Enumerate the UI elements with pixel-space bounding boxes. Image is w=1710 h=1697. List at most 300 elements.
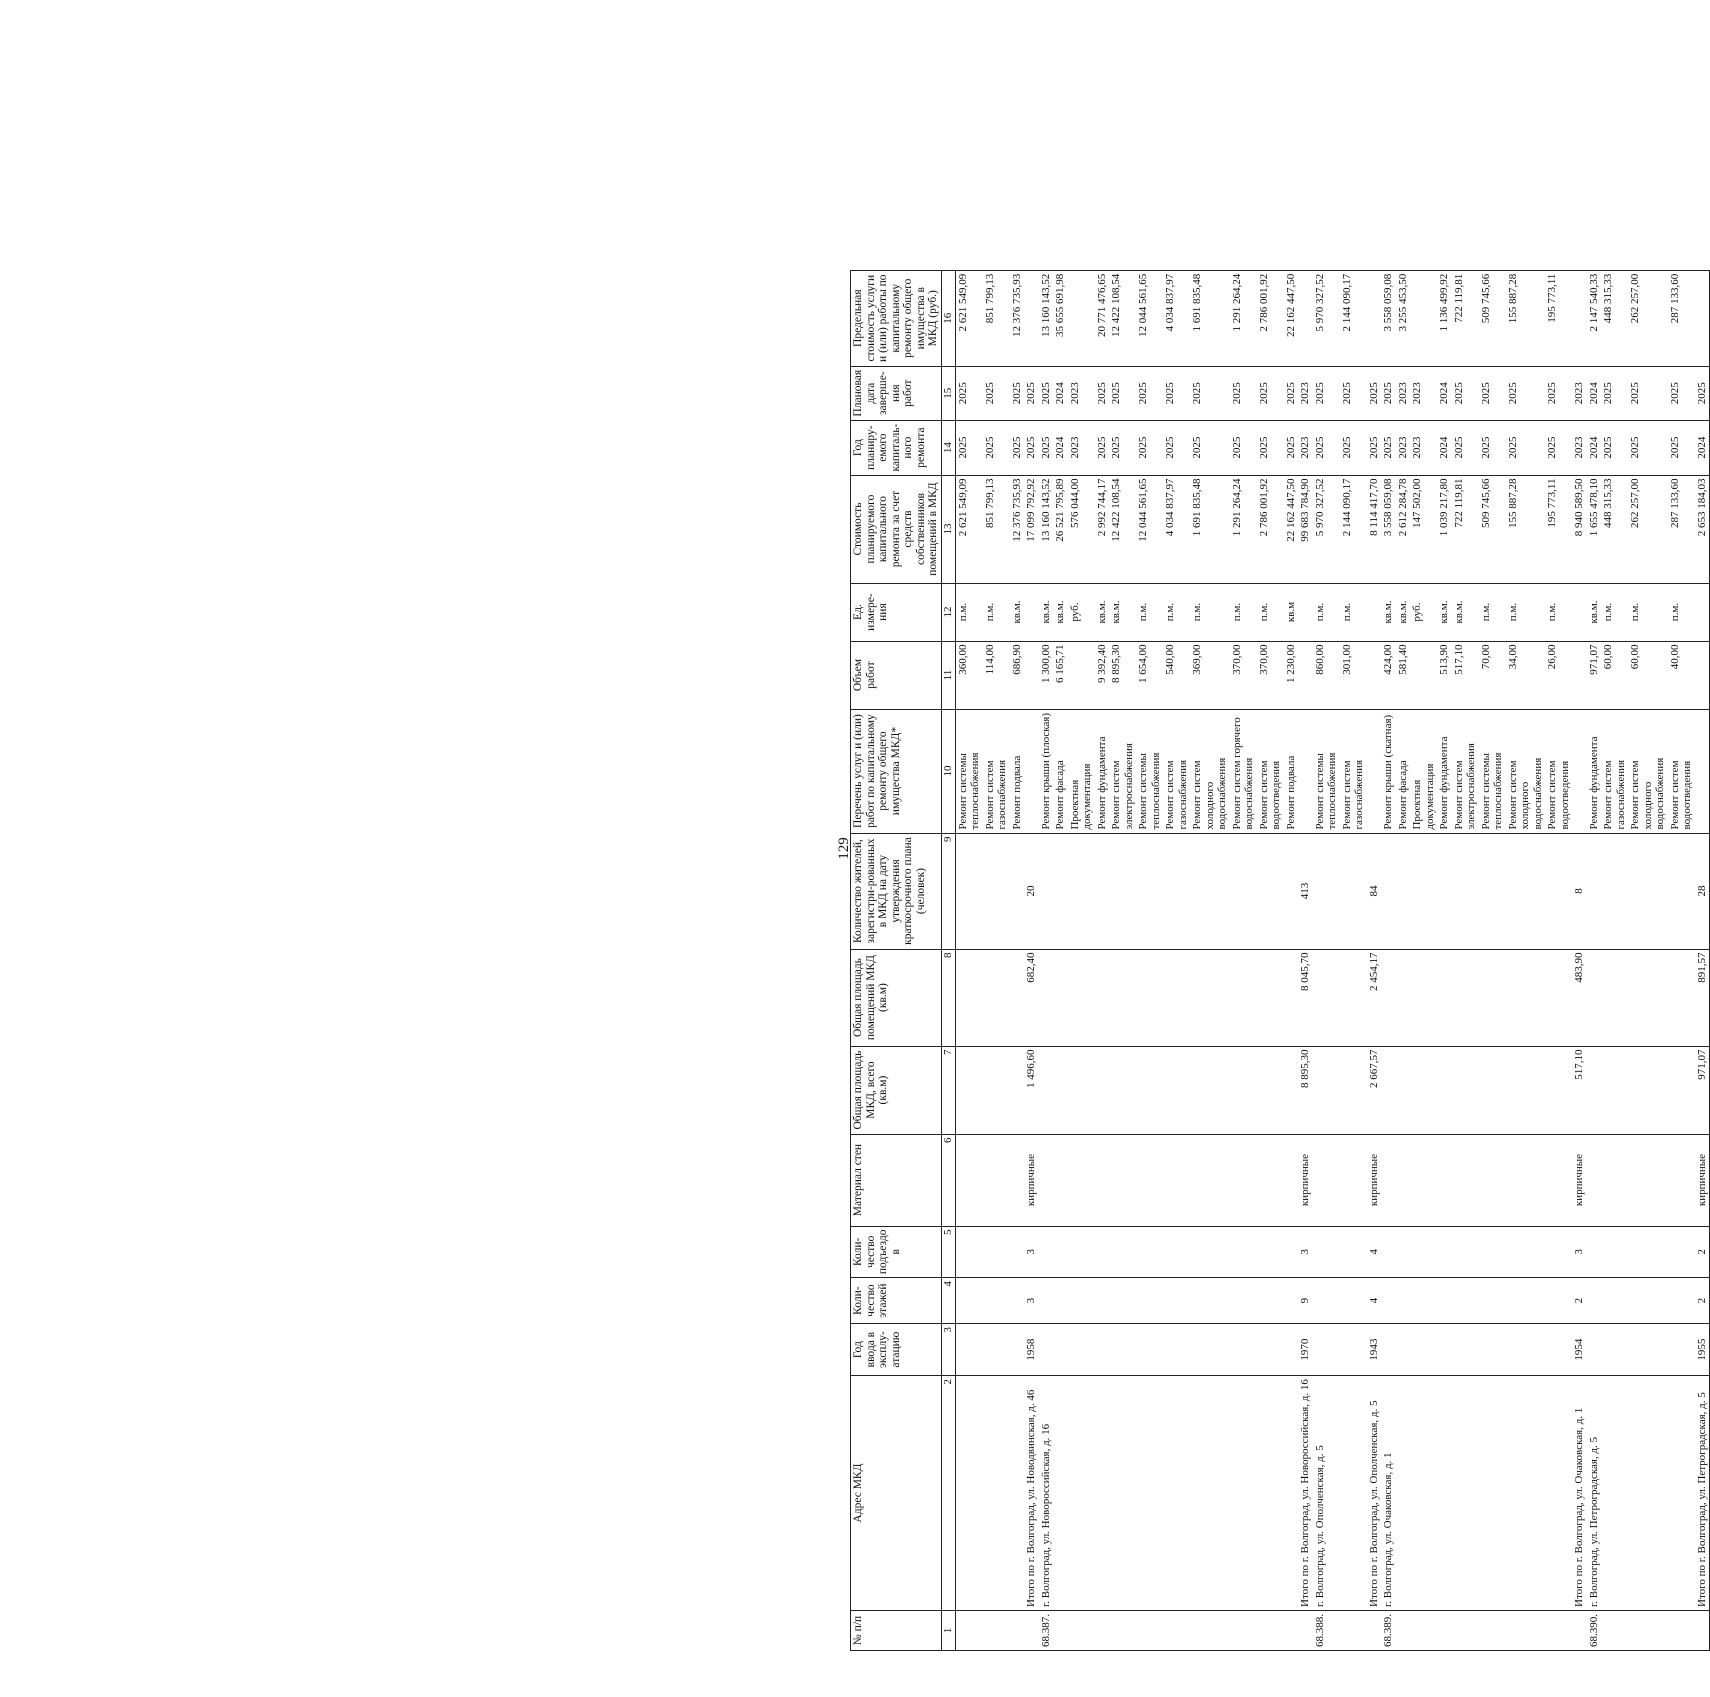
empty-cell xyxy=(1437,833,1452,949)
column-number: 10 xyxy=(941,709,955,833)
year-plan-cell: 2025 xyxy=(1340,420,1367,475)
cost-cell: 1 291 264,24 xyxy=(1230,475,1257,583)
unit-cell: кв.м. xyxy=(1109,583,1136,641)
residents-cell: 8 xyxy=(1572,833,1587,949)
volume-cell: 424,00 xyxy=(1381,641,1396,709)
year-plan-cell: 2025 xyxy=(1367,420,1382,475)
empty-cell xyxy=(1545,1278,1572,1324)
header-cell: Перечень услуг и (или) работ по капитальному ремонту общего имущества МКД* xyxy=(851,709,942,833)
cost-cell: 155 887,28 xyxy=(1506,475,1546,583)
date-plan-cell: 2025 xyxy=(1136,366,1163,420)
empty-cell xyxy=(1284,1324,1299,1376)
year-plan-cell: 2023 xyxy=(1410,420,1437,475)
work-name-cell: Ремонт фундамента xyxy=(1437,709,1452,833)
volume-cell: 540,00 xyxy=(1163,641,1190,709)
column-number: 8 xyxy=(941,949,955,1046)
limit-cost-cell: 851 799,13 xyxy=(983,270,1010,366)
row-number-cell xyxy=(1396,1611,1411,1651)
empty-cell xyxy=(1230,1324,1257,1376)
empty-cell xyxy=(1695,709,1710,833)
empty-cell xyxy=(1545,1046,1572,1134)
unit-cell: п.м. xyxy=(1601,583,1628,641)
empty-cell xyxy=(1668,1278,1695,1324)
empty-cell xyxy=(1257,1324,1284,1376)
wall-material-cell: кирпичные xyxy=(1695,1134,1710,1226)
column-number: 9 xyxy=(941,833,955,949)
empty-cell xyxy=(1284,1278,1299,1324)
rooms-area-cell: 8 045,70 xyxy=(1298,949,1313,1046)
empty-cell xyxy=(1572,270,1587,366)
date-plan-cell: 2025 xyxy=(1163,366,1190,420)
date-plan-cell: 2025 xyxy=(983,366,1010,420)
year-plan-cell: 2025 xyxy=(1010,420,1025,475)
total-area-cell: 517,10 xyxy=(1572,1046,1587,1134)
empty-cell xyxy=(1190,1226,1230,1278)
cost-cell: 509 745,66 xyxy=(1479,475,1506,583)
empty-cell xyxy=(1695,641,1710,709)
table-row xyxy=(1190,270,1230,1650)
row-number-cell xyxy=(1668,1611,1695,1651)
cost-cell: 1 655 478,10 xyxy=(1587,475,1602,583)
rooms-area-cell: 483,90 xyxy=(1572,949,1587,1046)
empty-cell xyxy=(1068,1046,1095,1134)
empty-cell xyxy=(1452,1226,1479,1278)
empty-cell xyxy=(1109,1134,1136,1226)
limit-cost-cell: 3 558 059,08 xyxy=(1381,270,1396,366)
unit-cell: п.м. xyxy=(1506,583,1546,641)
empty-cell xyxy=(1452,833,1479,949)
empty-cell xyxy=(1340,1134,1367,1226)
empty-cell xyxy=(1410,833,1437,949)
volume-cell: 40,00 xyxy=(1668,641,1695,709)
date-plan-cell: 2023 xyxy=(1298,366,1313,420)
address-cell xyxy=(1396,1376,1411,1611)
empty-cell xyxy=(1230,833,1257,949)
cost-cell: 2 144 090,17 xyxy=(1340,475,1367,583)
empty-cell xyxy=(1190,1134,1230,1226)
work-name-cell: Ремонт систем газоснабжения xyxy=(1163,709,1190,833)
cost-cell: 2 786 001,92 xyxy=(1257,475,1284,583)
row-number-cell: 68.387. xyxy=(1039,1611,1054,1651)
empty-cell xyxy=(1257,1134,1284,1226)
row-number-cell xyxy=(1410,1611,1437,1651)
empty-cell xyxy=(1506,1134,1546,1226)
empty-cell xyxy=(1068,1134,1095,1226)
limit-cost-cell: 1 691 835,48 xyxy=(1190,270,1230,366)
volume-cell: 686,90 xyxy=(1010,641,1025,709)
empty-cell xyxy=(1452,1134,1479,1226)
empty-cell xyxy=(1396,949,1411,1046)
date-plan-cell: 2025 xyxy=(1695,366,1710,420)
limit-cost-cell: 1 291 264,24 xyxy=(1230,270,1257,366)
unit-cell: кв.м. xyxy=(1437,583,1452,641)
table-row xyxy=(983,270,1010,1650)
header-cell: Стоимость планируемого капитального ремонта за счет средств собственников помещений в МКД xyxy=(851,475,942,583)
empty-cell xyxy=(1572,641,1587,709)
row-number-cell xyxy=(1053,1611,1068,1651)
header-cell: Материал стен xyxy=(851,1134,942,1226)
empty-cell xyxy=(1668,1046,1695,1134)
row-number-cell xyxy=(1506,1611,1546,1651)
total-cost-cell: 8 940 589,50 xyxy=(1572,475,1587,583)
row-number-cell xyxy=(1695,1611,1710,1651)
row-number-cell: 68.390. xyxy=(1587,1611,1602,1651)
limit-cost-cell: 262 257,00 xyxy=(1628,270,1668,366)
address-cell xyxy=(1136,1376,1163,1611)
empty-cell xyxy=(1313,1134,1340,1226)
table-row xyxy=(1437,270,1452,1650)
empty-cell xyxy=(1136,833,1163,949)
work-name-cell: Ремонт систем электроснабжения xyxy=(1109,709,1136,833)
volume-cell: 369,00 xyxy=(1190,641,1230,709)
wall-material-cell: кирпичные xyxy=(1024,1134,1039,1226)
year-plan-cell: 2025 xyxy=(983,420,1010,475)
itogo-address-cell: Итого по г. Волгоград, ул. Новодвинская, д. 46 xyxy=(1024,1376,1039,1611)
empty-cell xyxy=(1095,949,1110,1046)
unit-cell: п.м. xyxy=(1230,583,1257,641)
empty-cell xyxy=(1230,1278,1257,1324)
year-plan-cell: 2025 xyxy=(1545,420,1572,475)
cost-cell: 2 612 284,78 xyxy=(1396,475,1411,583)
date-plan-cell: 2025 xyxy=(1039,366,1054,420)
itogo-address-cell: Итого по г. Волгоград, ул. Ополченская, д. 5 xyxy=(1367,1376,1382,1611)
unit-cell: п.м. xyxy=(1163,583,1190,641)
cost-cell: 2 621 549,09 xyxy=(955,475,983,583)
column-number: 16 xyxy=(941,270,955,366)
empty-cell xyxy=(1068,833,1095,949)
volume-cell: 26,00 xyxy=(1545,641,1572,709)
empty-cell xyxy=(983,1324,1010,1376)
empty-cell xyxy=(1695,583,1710,641)
floors-cell: 2 xyxy=(1695,1278,1710,1324)
empty-cell xyxy=(1039,1278,1054,1324)
table-row xyxy=(1053,270,1068,1650)
empty-cell xyxy=(1381,833,1396,949)
empty-cell xyxy=(1163,1226,1190,1278)
empty-cell xyxy=(1257,1046,1284,1134)
empty-cell xyxy=(1506,1324,1546,1376)
year-plan-cell: 2025 xyxy=(1381,420,1396,475)
volume-cell: 9 392,40 xyxy=(1095,641,1110,709)
empty-cell xyxy=(983,1278,1010,1324)
empty-cell xyxy=(1039,1046,1054,1134)
limit-cost-cell: 195 773,11 xyxy=(1545,270,1572,366)
address-cell xyxy=(983,1376,1010,1611)
row-number-cell xyxy=(1284,1611,1299,1651)
table-row xyxy=(1095,270,1110,1650)
column-number: 2 xyxy=(941,1376,955,1611)
year-plan-cell: 2025 xyxy=(1039,420,1054,475)
empty-cell xyxy=(1024,583,1039,641)
empty-cell xyxy=(1601,949,1628,1046)
date-plan-cell: 2025 xyxy=(1506,366,1546,420)
empty-cell xyxy=(955,1134,983,1226)
year-plan-cell: 2025 xyxy=(1109,420,1136,475)
table-row xyxy=(1039,270,1054,1650)
address-cell xyxy=(1010,1376,1025,1611)
empty-cell xyxy=(1396,1278,1411,1324)
cost-cell: 12 376 735,93 xyxy=(1010,475,1025,583)
cost-cell: 4 034 837,97 xyxy=(1163,475,1190,583)
unit-cell: п.м. xyxy=(1190,583,1230,641)
empty-cell xyxy=(1545,1324,1572,1376)
cost-cell: 722 119,81 xyxy=(1452,475,1479,583)
empty-cell xyxy=(1367,270,1382,366)
work-name-cell: Проектная документация xyxy=(1068,709,1095,833)
address-cell xyxy=(1479,1376,1506,1611)
header-cell: Год планиру-емого капиталь-ного ремонта xyxy=(851,420,942,475)
year-plan-cell: 2025 xyxy=(1095,420,1110,475)
year-plan-cell: 2024 xyxy=(1695,420,1710,475)
limit-cost-cell xyxy=(1068,270,1095,366)
work-name-cell: Ремонт систем водоотведения xyxy=(1257,709,1284,833)
empty-cell xyxy=(1313,1226,1340,1278)
empty-cell xyxy=(1039,1134,1054,1226)
table-row xyxy=(1601,270,1628,1650)
table-row xyxy=(1668,270,1695,1650)
address-cell xyxy=(1257,1376,1284,1611)
residents-cell: 413 xyxy=(1298,833,1313,949)
empty-cell xyxy=(1479,1226,1506,1278)
empty-cell xyxy=(1298,270,1313,366)
address-cell xyxy=(1452,1376,1479,1611)
year-plan-cell: 2025 xyxy=(955,420,983,475)
column-number: 5 xyxy=(941,1226,955,1278)
unit-cell: п.м. xyxy=(955,583,983,641)
empty-cell xyxy=(1095,833,1110,949)
volume-cell: 60,00 xyxy=(1601,641,1628,709)
empty-cell xyxy=(1668,949,1695,1046)
cost-cell: 195 773,11 xyxy=(1545,475,1572,583)
empty-cell xyxy=(1479,1278,1506,1324)
empty-cell xyxy=(1381,1324,1396,1376)
cost-cell: 851 799,13 xyxy=(983,475,1010,583)
table-row xyxy=(1340,270,1367,1650)
work-name-cell: Ремонт крыши (плоская) xyxy=(1039,709,1054,833)
table-body xyxy=(955,270,1710,1650)
empty-cell xyxy=(1437,1134,1452,1226)
header-cell: Общая площадь помещений МКД (кв.м) xyxy=(851,949,942,1046)
address-cell: г. Волгоград, ул. Очаковская, д. 1 xyxy=(1381,1376,1396,1611)
date-plan-cell: 2024 xyxy=(1053,366,1068,420)
work-name-cell: Ремонт фундамента xyxy=(1587,709,1602,833)
cost-cell: 287 133,60 xyxy=(1668,475,1695,583)
work-name-cell: Ремонт фасада xyxy=(1396,709,1411,833)
empty-cell xyxy=(983,833,1010,949)
unit-cell: п.м. xyxy=(1136,583,1163,641)
address-cell: г. Волгоград, ул. Новороссийская, д. 16 xyxy=(1039,1376,1054,1611)
empty-cell xyxy=(1136,1134,1163,1226)
row-number-cell: 68.389. xyxy=(1381,1611,1396,1651)
table-row xyxy=(1396,270,1411,1650)
entrances-cell: 2 xyxy=(1695,1226,1710,1278)
row-number-cell xyxy=(983,1611,1010,1651)
table-row xyxy=(1381,270,1396,1650)
table-row xyxy=(1109,270,1136,1650)
empty-cell xyxy=(1587,1278,1602,1324)
limit-cost-cell: 12 422 108,54 xyxy=(1109,270,1136,366)
empty-cell xyxy=(1068,1226,1095,1278)
date-plan-cell: 2025 xyxy=(1340,366,1367,420)
address-cell: г. Волгоград, ул. Петроградская, д. 5 xyxy=(1587,1376,1602,1611)
empty-cell xyxy=(1163,1046,1190,1134)
volume-cell: 860,00 xyxy=(1313,641,1340,709)
empty-cell xyxy=(1109,1324,1136,1376)
total-cost-cell: 2 653 184,03 xyxy=(1695,475,1710,583)
year-plan-cell: 2024 xyxy=(1053,420,1068,475)
work-name-cell: Ремонт систем газоснабжения xyxy=(1340,709,1367,833)
empty-cell xyxy=(1572,709,1587,833)
column-number: 6 xyxy=(941,1134,955,1226)
row-number-cell xyxy=(1257,1611,1284,1651)
year-plan-cell: 2025 xyxy=(1668,420,1695,475)
empty-cell xyxy=(1695,270,1710,366)
empty-cell xyxy=(1410,1226,1437,1278)
empty-cell xyxy=(1587,949,1602,1046)
empty-cell xyxy=(1452,949,1479,1046)
empty-cell xyxy=(1010,949,1025,1046)
column-number: 15 xyxy=(941,366,955,420)
empty-cell xyxy=(1190,949,1230,1046)
address-cell xyxy=(1284,1376,1299,1611)
empty-cell xyxy=(1628,1226,1668,1278)
address-cell xyxy=(1506,1376,1546,1611)
limit-cost-cell: 35 655 691,98 xyxy=(1053,270,1068,366)
itogo-row xyxy=(1024,270,1039,1650)
empty-cell xyxy=(1284,1134,1299,1226)
floors-cell: 4 xyxy=(1367,1278,1382,1324)
empty-cell xyxy=(1313,1046,1340,1134)
date-plan-cell: 2023 xyxy=(1068,366,1095,420)
empty-cell xyxy=(1190,1278,1230,1324)
year-plan-cell: 2025 xyxy=(1506,420,1546,475)
date-plan-cell: 2025 xyxy=(1545,366,1572,420)
row-number-cell xyxy=(1437,1611,1452,1651)
year-plan-cell: 2025 xyxy=(1230,420,1257,475)
empty-cell xyxy=(1010,1226,1025,1278)
total-area-cell: 1 496,60 xyxy=(1024,1046,1039,1134)
empty-cell xyxy=(1095,1134,1110,1226)
empty-cell xyxy=(1381,1134,1396,1226)
date-plan-cell: 2023 xyxy=(1572,366,1587,420)
empty-cell xyxy=(1053,1278,1068,1324)
volume-cell: 34,00 xyxy=(1506,641,1546,709)
empty-cell xyxy=(1367,583,1382,641)
address-cell xyxy=(1668,1376,1695,1611)
unit-cell: кв.м. xyxy=(1053,583,1068,641)
empty-cell xyxy=(1340,949,1367,1046)
year-plan-cell: 2025 xyxy=(1136,420,1163,475)
date-plan-cell: 2025 xyxy=(1668,366,1695,420)
header-cell: Коли-чество подъездо в xyxy=(851,1226,942,1278)
table-row xyxy=(1587,270,1602,1650)
empty-cell xyxy=(1024,641,1039,709)
empty-cell xyxy=(1313,949,1340,1046)
address-cell xyxy=(1053,1376,1068,1611)
empty-cell xyxy=(1284,949,1299,1046)
year-plan-cell: 2024 xyxy=(1437,420,1452,475)
address-cell xyxy=(1437,1376,1452,1611)
empty-cell xyxy=(1668,1226,1695,1278)
row-number-cell xyxy=(1452,1611,1479,1651)
empty-cell xyxy=(1340,833,1367,949)
column-number: 14 xyxy=(941,420,955,475)
date-plan-cell: 2025 xyxy=(1010,366,1025,420)
unit-cell: п.м. xyxy=(1313,583,1340,641)
empty-cell xyxy=(1136,1046,1163,1134)
empty-cell xyxy=(1452,1046,1479,1134)
empty-cell xyxy=(1601,1278,1628,1324)
column-number: 12 xyxy=(941,583,955,641)
empty-cell xyxy=(1601,833,1628,949)
empty-cell xyxy=(1587,833,1602,949)
empty-cell xyxy=(1587,1046,1602,1134)
address-cell xyxy=(1340,1376,1367,1611)
empty-cell xyxy=(1039,1226,1054,1278)
empty-cell xyxy=(1601,1046,1628,1134)
empty-cell xyxy=(1410,949,1437,1046)
volume-cell xyxy=(1068,641,1095,709)
table-row xyxy=(1506,270,1546,1650)
total-cost-cell: 99 683 784,90 xyxy=(1298,475,1313,583)
date-plan-cell: 2025 xyxy=(1230,366,1257,420)
table-row xyxy=(955,270,983,1650)
empty-cell xyxy=(1452,1278,1479,1324)
date-plan-cell: 2023 xyxy=(1410,366,1437,420)
empty-cell xyxy=(1230,1046,1257,1134)
empty-cell xyxy=(1545,949,1572,1046)
work-name-cell: Ремонт систем холодного водоснабжения xyxy=(1628,709,1668,833)
empty-cell xyxy=(1163,1134,1190,1226)
address-cell xyxy=(1230,1376,1257,1611)
empty-cell xyxy=(1437,949,1452,1046)
floors-cell: 2 xyxy=(1572,1278,1587,1324)
work-name-cell: Ремонт крыши (скатная) xyxy=(1381,709,1396,833)
year-plan-cell: 2025 xyxy=(1257,420,1284,475)
empty-cell xyxy=(1479,1134,1506,1226)
row-number-cell xyxy=(1095,1611,1110,1651)
table-row xyxy=(1136,270,1163,1650)
cost-cell: 2 992 744,17 xyxy=(1095,475,1110,583)
work-name-cell: Ремонт систем газоснабжения xyxy=(1601,709,1628,833)
row-number-cell xyxy=(1298,1611,1313,1651)
floors-cell: 3 xyxy=(1024,1278,1039,1324)
row-number-cell xyxy=(1367,1611,1382,1651)
row-number-cell xyxy=(1010,1611,1025,1651)
date-plan-cell: 2025 xyxy=(1257,366,1284,420)
address-cell xyxy=(1410,1376,1437,1611)
row-number-cell: 68.388. xyxy=(1313,1611,1340,1651)
cost-cell: 1 039 217,80 xyxy=(1437,475,1452,583)
commission-year-cell: 1943 xyxy=(1367,1324,1382,1376)
date-plan-cell: 2024 xyxy=(1587,366,1602,420)
cost-cell: 5 970 327,52 xyxy=(1313,475,1340,583)
table-row xyxy=(1313,270,1340,1650)
empty-cell xyxy=(1668,1324,1695,1376)
address-cell xyxy=(1095,1376,1110,1611)
empty-cell xyxy=(1601,1324,1628,1376)
empty-cell xyxy=(1381,1046,1396,1134)
empty-cell xyxy=(1284,1046,1299,1134)
empty-cell xyxy=(1010,833,1025,949)
empty-cell xyxy=(1053,833,1068,949)
row-number-cell xyxy=(1479,1611,1506,1651)
empty-cell xyxy=(983,1226,1010,1278)
empty-cell xyxy=(1053,1226,1068,1278)
itogo-address-cell: Итого по г. Волгоград, ул. Петроградская, д. 5 xyxy=(1695,1376,1710,1611)
row-number-cell xyxy=(1340,1611,1367,1651)
header-cell: Год ввода в эксплу-атацию xyxy=(851,1324,942,1376)
